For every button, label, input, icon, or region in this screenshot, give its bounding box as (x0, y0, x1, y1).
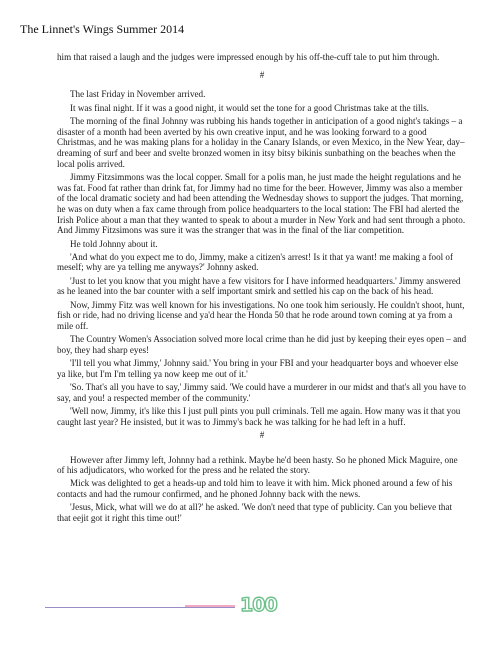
paragraph: Jimmy Fitzsimmons was the local copper. Small for a polis man, he just made the height regulations and he was fat. Food fat rather than drink fat, for Jimmy had no time for the beer. However, Jimmy was also a member of the local dramatic society and had been attending the Wednesday shows to support the judges. That morning, he was on duty when a fax came through from police headquarters to the local station: The FBI had alerted the Irish Police about a man that they wanted to speak to about a murder in New York and had sent through a photo. And Jimmy Fitzsimons was sure it was the stranger that was in the final of the liar competition. (57, 171, 466, 236)
story-body (57, 52, 467, 526)
top-section (57, 52, 467, 63)
paragraph: 'So. That's all you have to say,' Jimmy said. 'We could have a murderer in our midst and that's all you have to say, and you! a respected member of the community.' (57, 381, 466, 403)
paragraph: Now, Jimmy Fitz was well known for his investigations. No one took him seriously. He couldn't shoot, hunt, fish or ride, had no driving license and ya'd hear the Honda 50 that he rode around town coming at ya from a mile off. (57, 299, 465, 331)
middle-section (57, 89, 467, 427)
paragraph: him that raised a laugh and the judges were impressed enough by his off-the-cuff tale to put him through. (57, 52, 440, 62)
paragraph: It was final night. If it was a good night, it would set the tone for a good Christmas take at the tills. (70, 102, 429, 113)
section-separator: # (259, 429, 265, 440)
page-number: 100 (240, 594, 277, 616)
paragraph: Mick was delighted to get a heads-up and told him to leave it with him. Mick phoned around a few of his contacts and had the rumour confirmed, and he phoned Johnny back with the news. (57, 478, 453, 500)
footer-rule-accent (185, 605, 235, 607)
paragraph: 'Jesus, Mick, what will we do at all?' he asked. 'We don't need that type of publicity. Can you believe that that eejit got it right this time out!' (57, 502, 453, 524)
paragraph: 'Well now, Jimmy, it's like this I just pull pints you pull criminals. Tell me again. How many was it that you caught last year? He insisted, but it was to Jimmy's back he was talking for he had left in a huff. (57, 405, 461, 427)
footer-rule (45, 607, 235, 608)
paragraph: 'And what do you expect me to do, Jimmy, make a citizen's arrest! Is it that ya want! me making a fool of meself; why are ya telling me anyways?' Johnny asked. (57, 251, 454, 273)
paragraph: 'Just to let you know that you might have a few visitors for I have informed headquarters.' Jimmy answered as he leaned into the bar counter with a self important smirk and settled his cap on the back of his head. (57, 275, 461, 297)
paragraph: 'I'll tell you what Jimmy,' Johnny said.' You bring in your FBI and your headquarter boys and whoever else ya like, but I'm I'm telling ya now keep me out of it.' (57, 358, 459, 379)
paragraph: However after Jimmy left, Johnny had a rethink. Maybe he'd been hasty. So he phoned Mick Maguire, one of his adjudicators, who worked for the press and he related the story. (57, 454, 458, 476)
running-header: The Linnet's Wings Summer 2014 (20, 22, 185, 36)
paragraph: The last Friday in November arrived. (70, 89, 206, 100)
section-separator: # (259, 69, 265, 80)
bottom-section (57, 455, 467, 524)
paragraph: The Country Women's Association solved more local crime than he did just by keeping their eyes open – and boy, they had sharp eyes! (57, 334, 467, 355)
paragraph: The morning of the final Johnny was rubbing his hands together in anticipation of a good night's takings – a disaster of a month had been averted by his own creative input, and he was looking forward to a good Christmas, and he was making plans for a holiday in the Canary Islands, or even Mexico, in the New Year, day–dreaming of surf and beer and svelte bronzed women in itsy bitsy bikinis sunbathing on the beaches when the local polis arrived. (57, 115, 465, 169)
paragraph: He told Johnny about it. (70, 238, 158, 249)
